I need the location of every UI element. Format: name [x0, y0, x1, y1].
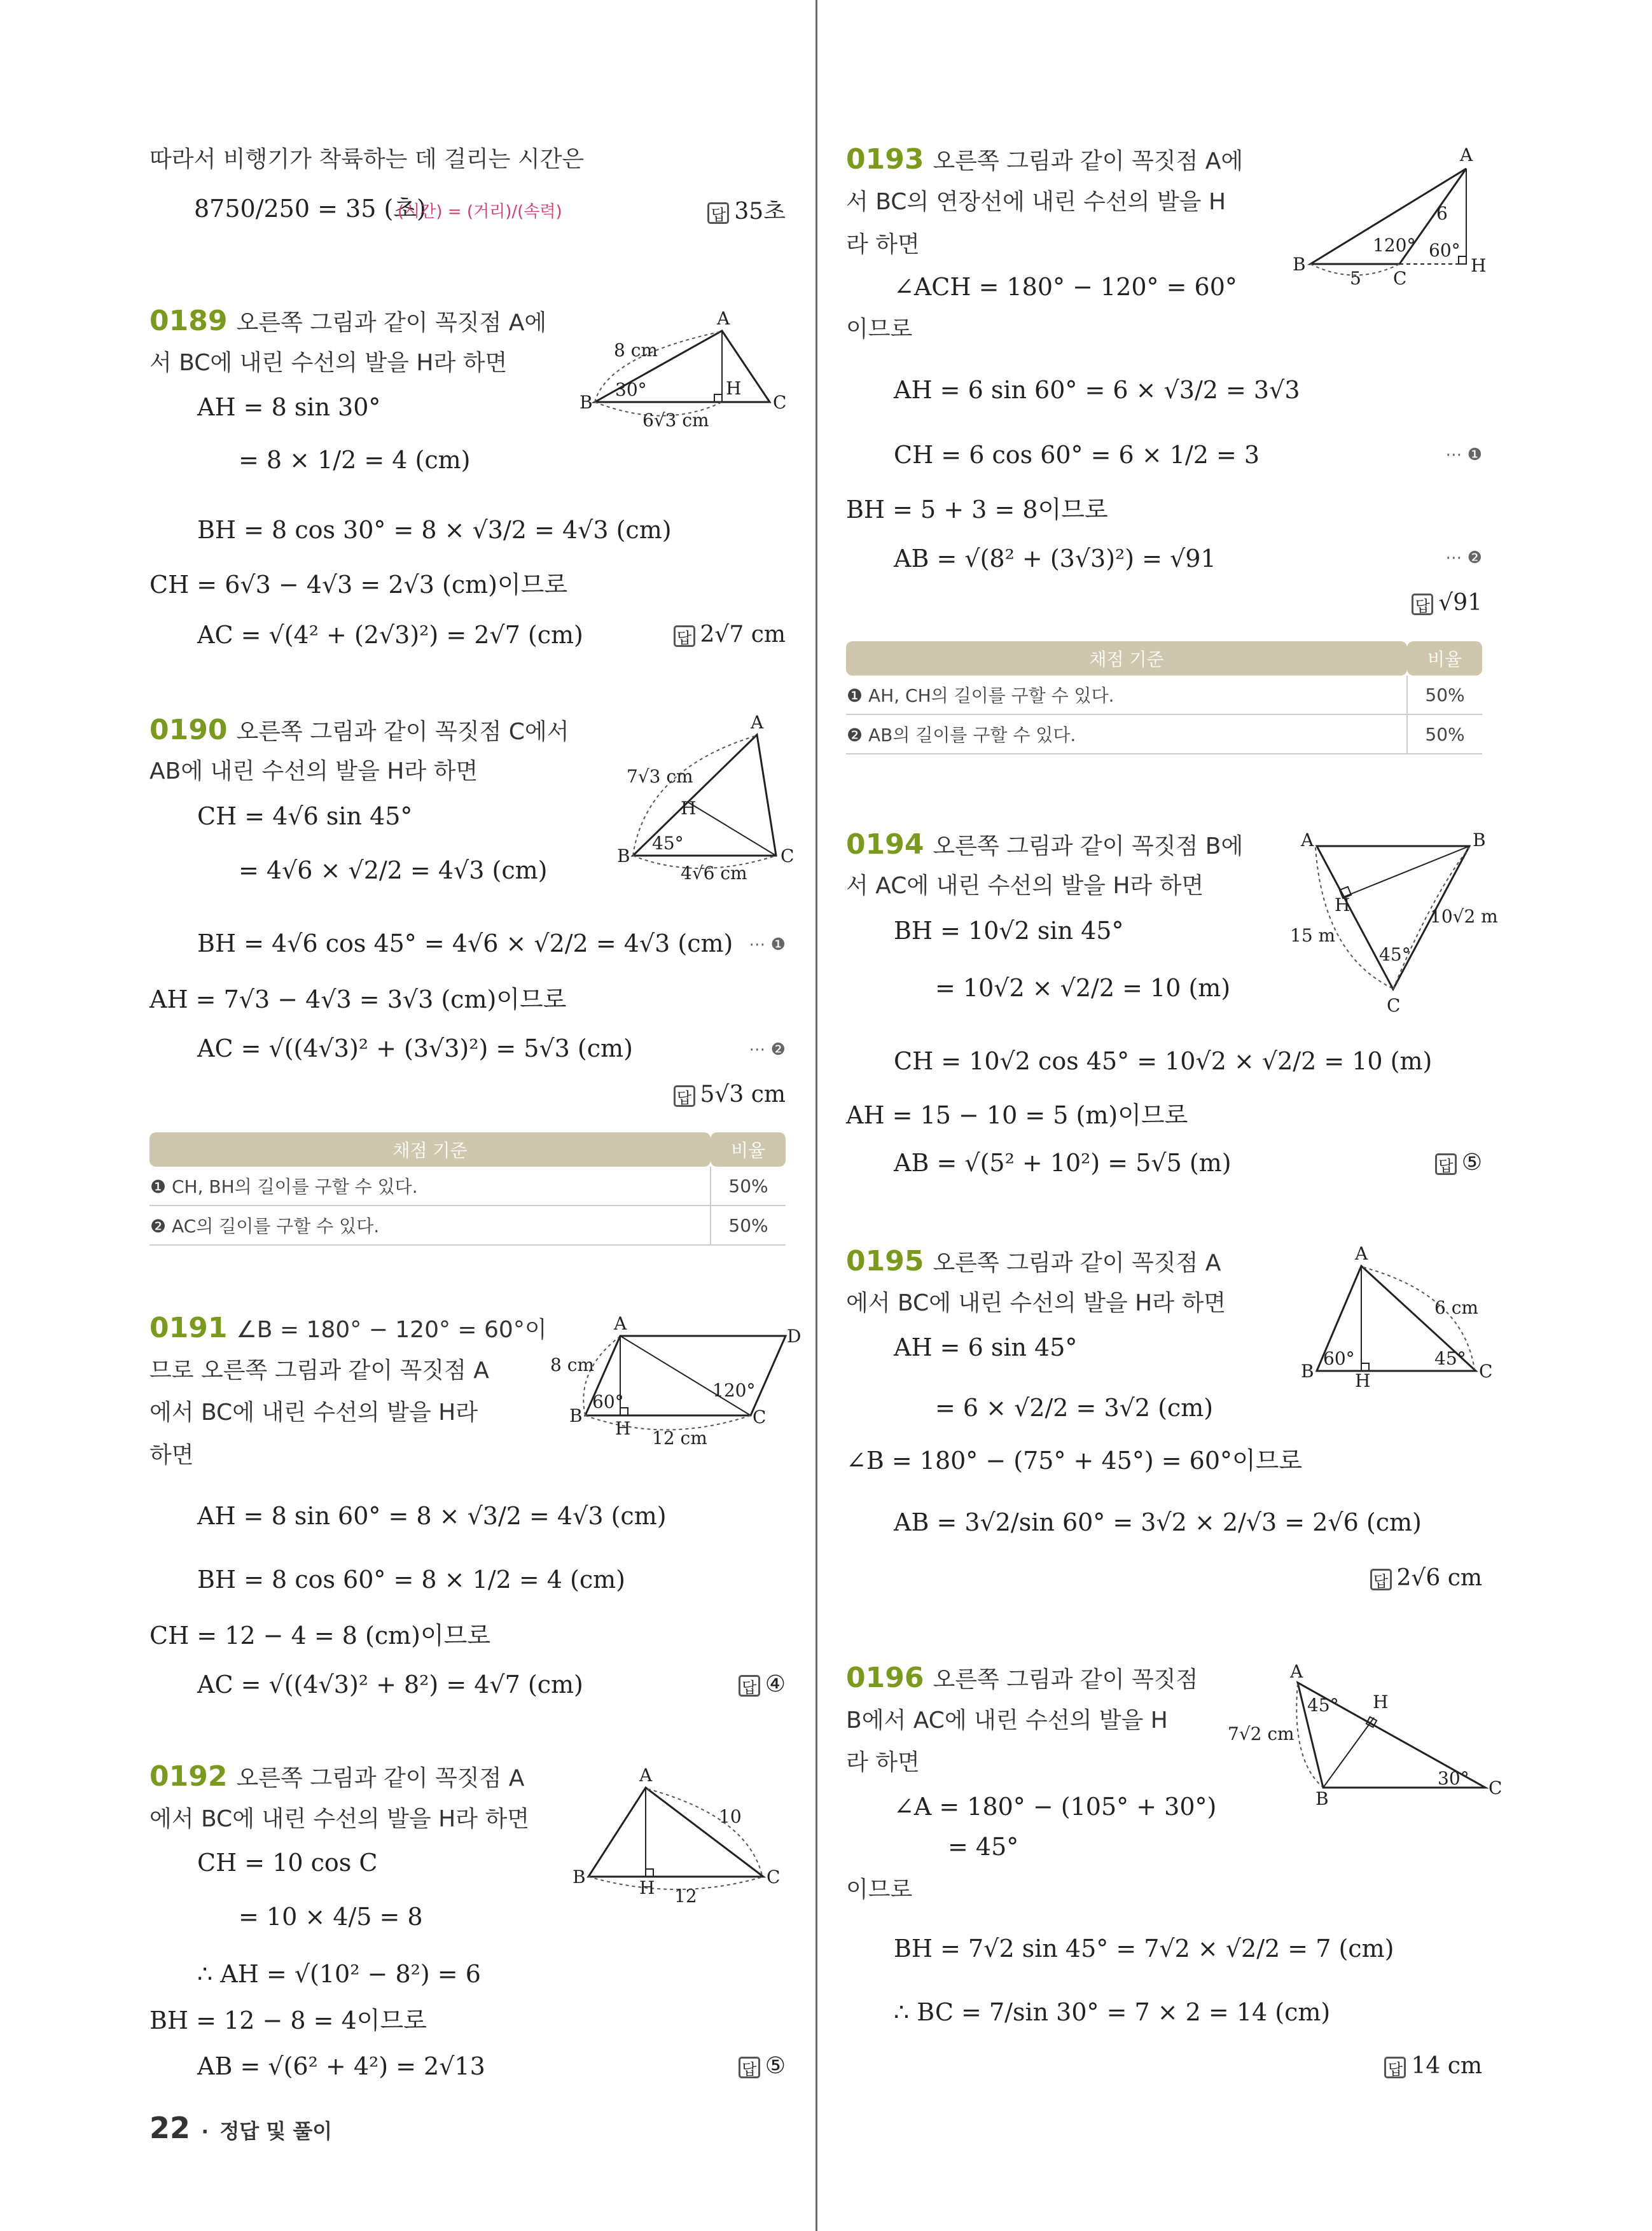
- intro-hint: (시간) = (거리)/(속력): [398, 202, 562, 221]
- problem-0189-eq3: BH = 8 cos 30° = 8 × √3/2 = 4√3 (cm): [197, 516, 672, 544]
- problem-0189-eq1: AH = 8 sin 30°: [197, 393, 381, 421]
- problem-0196-eq1: ∠A = 180° − (105° + 30°): [894, 1793, 1217, 1821]
- problem-number: 0196: [846, 1662, 924, 1694]
- problem-0189-eq2: = 8 × 1/2 = 4 (cm): [239, 446, 471, 474]
- problem-0196-eq5: ∴ BC = 7/sin 30° = 7 × 2 = 14 (cm): [894, 1998, 1331, 2026]
- problem-number: 0189: [149, 305, 228, 337]
- problem-0194-answer: 답 ⑤: [1435, 1148, 1482, 1178]
- svg-text:C: C: [1387, 995, 1401, 1016]
- svg-text:B: B: [1301, 1361, 1314, 1382]
- svg-text:30°: 30°: [615, 379, 647, 400]
- answer-icon: 답: [1370, 1569, 1392, 1590]
- svg-text:120°: 120°: [712, 1380, 756, 1401]
- intro-equation: 8750/250 = 35 (초): [194, 195, 426, 223]
- svg-text:10: 10: [719, 1806, 742, 1827]
- svg-text:7√2 cm: 7√2 cm: [1228, 1723, 1295, 1744]
- problem-0189-line1: 0189 오른쪽 그림과 같이 꼭짓점 A에: [149, 305, 547, 337]
- svg-text:A: A: [1290, 1661, 1303, 1682]
- problem-0195-eq1: AH = 6 sin 45°: [894, 1333, 1078, 1361]
- step-marker-1: ⋯ ❶: [749, 935, 786, 954]
- problem-0191-eq1: AH = 8 sin 60° = 8 × √3/2 = 4√3 (cm): [197, 1502, 667, 1530]
- svg-text:H: H: [1355, 1370, 1371, 1391]
- problem-0191-answer: 답 ④: [739, 1670, 786, 1699]
- svg-text:45°: 45°: [1307, 1695, 1339, 1716]
- problem-0192-eq1: CH = 10 cos C: [197, 1849, 378, 1877]
- problem-0194-line2: 서 AC에 내린 수선의 발을 H라 하면: [846, 873, 1204, 899]
- problem-0193-answer: 답 √91: [1412, 588, 1482, 618]
- problem-0192-answer: 답 ⑤: [739, 2052, 786, 2081]
- svg-text:C: C: [773, 392, 787, 413]
- left-column: [149, 0, 802, 2231]
- answer-icon: 답: [707, 202, 729, 224]
- svg-text:8 cm: 8 cm: [614, 340, 658, 361]
- answer-icon: 답: [1384, 2057, 1406, 2078]
- intro-answer: 답 35초: [707, 197, 786, 226]
- svg-text:60°: 60°: [1323, 1348, 1355, 1369]
- svg-text:6: 6: [1436, 203, 1448, 224]
- figure-0191: [550, 1307, 802, 1454]
- svg-text:10√2 m: 10√2 m: [1430, 906, 1498, 927]
- figure-0196: [1228, 1657, 1503, 1810]
- svg-text:H: H: [1471, 255, 1487, 276]
- problem-0190-eq1: CH = 4√6 sin 45°: [197, 802, 413, 830]
- problem-0196-answer: 답 14 cm: [1384, 2052, 1482, 2081]
- svg-text:8 cm: 8 cm: [550, 1354, 594, 1375]
- svg-text:12: 12: [674, 1886, 697, 1907]
- figure-0192: [563, 1759, 779, 1912]
- problem-0194-eq5: AB = √(5² + 10²) = 5√5 (m): [894, 1149, 1232, 1177]
- svg-text:H: H: [726, 378, 742, 399]
- answer-icon: 답: [1435, 1153, 1457, 1175]
- svg-text:60°: 60°: [592, 1391, 624, 1412]
- problem-0195-line1: 0195 오른쪽 그림과 같이 꼭짓점 A: [846, 1245, 1221, 1277]
- problem-0189-eq4: CH = 6√3 − 4√3 = 2√3 (cm)이므로: [149, 571, 568, 599]
- problem-0192-line1: 0192 오른쪽 그림과 같이 꼭짓점 A: [149, 1760, 525, 1793]
- svg-text:B: B: [617, 845, 630, 866]
- svg-text:B: B: [1315, 1788, 1329, 1809]
- problem-0196-eq2: = 45°: [948, 1833, 1019, 1861]
- problem-0192-line2: 에서 BC에 내린 수선의 발을 H라 하면: [149, 1806, 530, 1832]
- problem-0190-answer: 답 5√3 cm: [674, 1080, 786, 1109]
- svg-text:4√6 cm: 4√6 cm: [681, 863, 747, 884]
- problem-0194-eq3: CH = 10√2 cos 45° = 10√2 × √2/2 = 10 (m): [894, 1047, 1433, 1075]
- problem-0191-line4: 하면: [149, 1442, 194, 1468]
- problem-0190-eq3: BH = 4√6 cos 45° = 4√6 × √2/2 = 4√3 (cm): [197, 929, 733, 957]
- grading-table-0190: 채점 기준 비율 ❶ CH, BH의 길이를 구할 수 있다. 50% ❷ AC의 길이를 구할 수 있다. 50%: [149, 1132, 786, 1246]
- step-marker-1: ⋯ ❶: [1445, 445, 1482, 464]
- problem-0190-line1: 0190 오른쪽 그림과 같이 꼭짓점 C에서: [149, 714, 569, 746]
- svg-text:C: C: [753, 1407, 767, 1428]
- problem-0191-line1: 0191 ∠B = 180° − 120° = 60°이: [149, 1312, 547, 1344]
- svg-text:B: B: [569, 1405, 583, 1426]
- problem-0190-eq5: AC = √((4√3)² + (3√3)²) = 5√3 (cm): [197, 1034, 633, 1062]
- svg-text:6 cm: 6 cm: [1434, 1297, 1478, 1318]
- svg-text:A: A: [751, 712, 764, 733]
- svg-text:C: C: [1489, 1777, 1503, 1798]
- step-marker-2: ⋯ ❷: [1445, 548, 1482, 567]
- svg-text:A: A: [717, 308, 730, 329]
- problem-0192-eq4: BH = 12 − 8 = 4이므로: [149, 2006, 427, 2034]
- svg-text:H: H: [615, 1418, 631, 1439]
- problem-0194-eq1: BH = 10√2 sin 45°: [894, 917, 1124, 945]
- svg-text:45°: 45°: [1379, 944, 1411, 965]
- problem-number: 0194: [846, 828, 924, 861]
- right-column: [846, 0, 1503, 2231]
- problem-number: 0190: [149, 714, 228, 746]
- svg-text:C: C: [767, 1866, 781, 1887]
- problem-0196-line1: 0196 오른쪽 그림과 같이 꼭짓점: [846, 1662, 1198, 1694]
- answer-icon: 답: [674, 1085, 695, 1107]
- problem-0195-eq3: ∠B = 180° − (75° + 45°) = 60°이므로: [846, 1447, 1303, 1475]
- svg-text:A: A: [1460, 144, 1473, 165]
- page-number: 22: [149, 2111, 191, 2145]
- footer-label: 정답 및 풀이: [219, 2119, 333, 2143]
- column-divider: [816, 0, 817, 2231]
- problem-0195-eq2: = 6 × √2/2 = 3√2 (cm): [935, 1394, 1214, 1422]
- svg-text:A: A: [614, 1313, 627, 1334]
- figure-0194: [1285, 827, 1498, 1018]
- svg-text:C: C: [781, 845, 795, 866]
- problem-0193-line2: 서 BC의 연장선에 내린 수선의 발을 H: [846, 189, 1226, 215]
- problem-0195-answer: 답 2√6 cm: [1370, 1564, 1483, 1593]
- problem-0190-eq2: = 4√6 × √2/2 = 4√3 (cm): [239, 856, 548, 884]
- svg-text:A: A: [1355, 1243, 1368, 1264]
- svg-text:15 m: 15 m: [1290, 925, 1336, 946]
- problem-0196-line3: 라 하면: [846, 1749, 920, 1776]
- intro-text: 따라서 비행기가 착륙하는 데 걸리는 시간은: [149, 146, 585, 172]
- problem-0191-eq2: BH = 8 cos 60° = 8 × 1/2 = 4 (cm): [197, 1566, 625, 1594]
- problem-0193-eq3: AH = 6 sin 60° = 6 × √3/2 = 3√3: [894, 376, 1300, 404]
- answer-icon: 답: [674, 625, 695, 647]
- svg-text:A: A: [639, 1765, 653, 1786]
- problem-0191-eq4: AC = √((4√3)² + 8²) = 4√7 (cm): [197, 1671, 583, 1699]
- problem-0195-line2: 에서 BC에 내린 수선의 발을 H라 하면: [846, 1290, 1226, 1316]
- problem-0191-eq3: CH = 12 − 4 = 8 (cm)이므로: [149, 1622, 491, 1650]
- svg-text:H: H: [681, 798, 697, 819]
- svg-text:6√3 cm: 6√3 cm: [642, 410, 709, 431]
- problem-0194-eq2: = 10√2 × √2/2 = 10 (m): [935, 974, 1231, 1002]
- svg-text:45°: 45°: [652, 833, 684, 854]
- problem-number: 0193: [846, 143, 924, 176]
- problem-number: 0191: [149, 1312, 228, 1344]
- problem-0193-eq5: BH = 5 + 3 = 8이므로: [846, 496, 1108, 524]
- problem-0194-line1: 0194 오른쪽 그림과 같이 꼭짓점 B에: [846, 828, 1244, 861]
- page-footer: 22 · 정답 및 풀이: [149, 2111, 333, 2145]
- problem-0193-line3: 라 하면: [846, 232, 920, 258]
- svg-text:C: C: [1479, 1361, 1493, 1382]
- problem-0193-eq1: ∠ACH = 180° − 120° = 60°: [894, 273, 1237, 301]
- problem-0192-eq5: AB = √(6² + 4²) = 2√13: [197, 2052, 485, 2080]
- problem-0193-eq4: CH = 6 cos 60° = 6 × 1/2 = 3: [894, 441, 1260, 469]
- problem-0193-eq2: 이므로: [846, 316, 913, 342]
- problem-number: 0192: [149, 1760, 228, 1793]
- svg-text:120°: 120°: [1373, 235, 1416, 256]
- grading-table-0193: 채점 기준 비율 ❶ AH, CH의 길이를 구할 수 있다. 50% ❷ AB의 길이를 구할 수 있다. 50%: [846, 641, 1482, 754]
- problem-0196-eq4: BH = 7√2 sin 45° = 7√2 × √2/2 = 7 (cm): [894, 1935, 1394, 1963]
- svg-text:7√3 cm: 7√3 cm: [627, 766, 693, 787]
- problem-0195-eq4: AB = 3√2/sin 60° = 3√2 × 2/√3 = 2√6 (cm): [894, 1508, 1422, 1536]
- svg-text:A: A: [1301, 830, 1314, 851]
- svg-text:B: B: [1473, 830, 1486, 851]
- problem-0192-eq3: ∴ AH = √(10² − 8²) = 6: [197, 1960, 481, 1988]
- svg-text:H: H: [639, 1877, 655, 1898]
- svg-text:H: H: [1373, 1692, 1389, 1713]
- svg-text:12 cm: 12 cm: [652, 1428, 707, 1449]
- figure-0190: [607, 712, 798, 884]
- figure-0189: [569, 305, 786, 433]
- problem-0191-line2: 므로 오른쪽 그림과 같이 꼭짓점 A: [149, 1358, 489, 1384]
- svg-text:B: B: [573, 1866, 586, 1887]
- answer-icon: 답: [739, 2057, 760, 2078]
- problem-0189-line2: 서 BC에 내린 수선의 발을 H라 하면: [149, 350, 508, 376]
- problem-0190-line2: AB에 내린 수선의 발을 H라 하면: [149, 758, 478, 784]
- problem-0191-line3: 에서 BC에 내린 수선의 발을 H라: [149, 1400, 478, 1426]
- svg-text:D: D: [787, 1326, 802, 1347]
- problem-0189-answer: 답 2√7 cm: [674, 620, 786, 650]
- problem-0196-eq3: 이므로: [846, 1877, 913, 1903]
- problem-0193-line1: 0193 오른쪽 그림과 같이 꼭짓점 A에: [846, 143, 1244, 176]
- problem-0193-eq6: AB = √(8² + (3√3)²) = √91: [894, 545, 1216, 573]
- problem-0196-line2: B에서 AC에 내린 수선의 발을 H: [846, 1707, 1168, 1734]
- svg-text:C: C: [1393, 268, 1407, 289]
- svg-text:45°: 45°: [1434, 1348, 1466, 1369]
- answer-icon: 답: [739, 1675, 760, 1697]
- svg-text:H: H: [1335, 894, 1350, 915]
- problem-0194-eq4: AH = 15 − 10 = 5 (m)이므로: [846, 1101, 1188, 1129]
- svg-text:60°: 60°: [1429, 240, 1461, 261]
- svg-text:5: 5: [1350, 268, 1361, 289]
- svg-text:B: B: [580, 392, 593, 413]
- answer-icon: 답: [1412, 594, 1433, 615]
- figure-0195: [1279, 1243, 1495, 1391]
- step-marker-2: ⋯ ❷: [749, 1040, 786, 1059]
- problem-0190-eq4: AH = 7√3 − 4√3 = 3√3 (cm)이므로: [149, 985, 567, 1013]
- figure-0193: [1285, 143, 1495, 296]
- problem-0189-eq5: AC = √(4² + (2√3)²) = 2√7 (cm): [197, 621, 583, 649]
- problem-number: 0195: [846, 1245, 924, 1277]
- problem-0192-eq2: = 10 × 4/5 = 8: [239, 1903, 423, 1931]
- svg-text:B: B: [1293, 254, 1306, 275]
- svg-text:30°: 30°: [1438, 1768, 1469, 1789]
